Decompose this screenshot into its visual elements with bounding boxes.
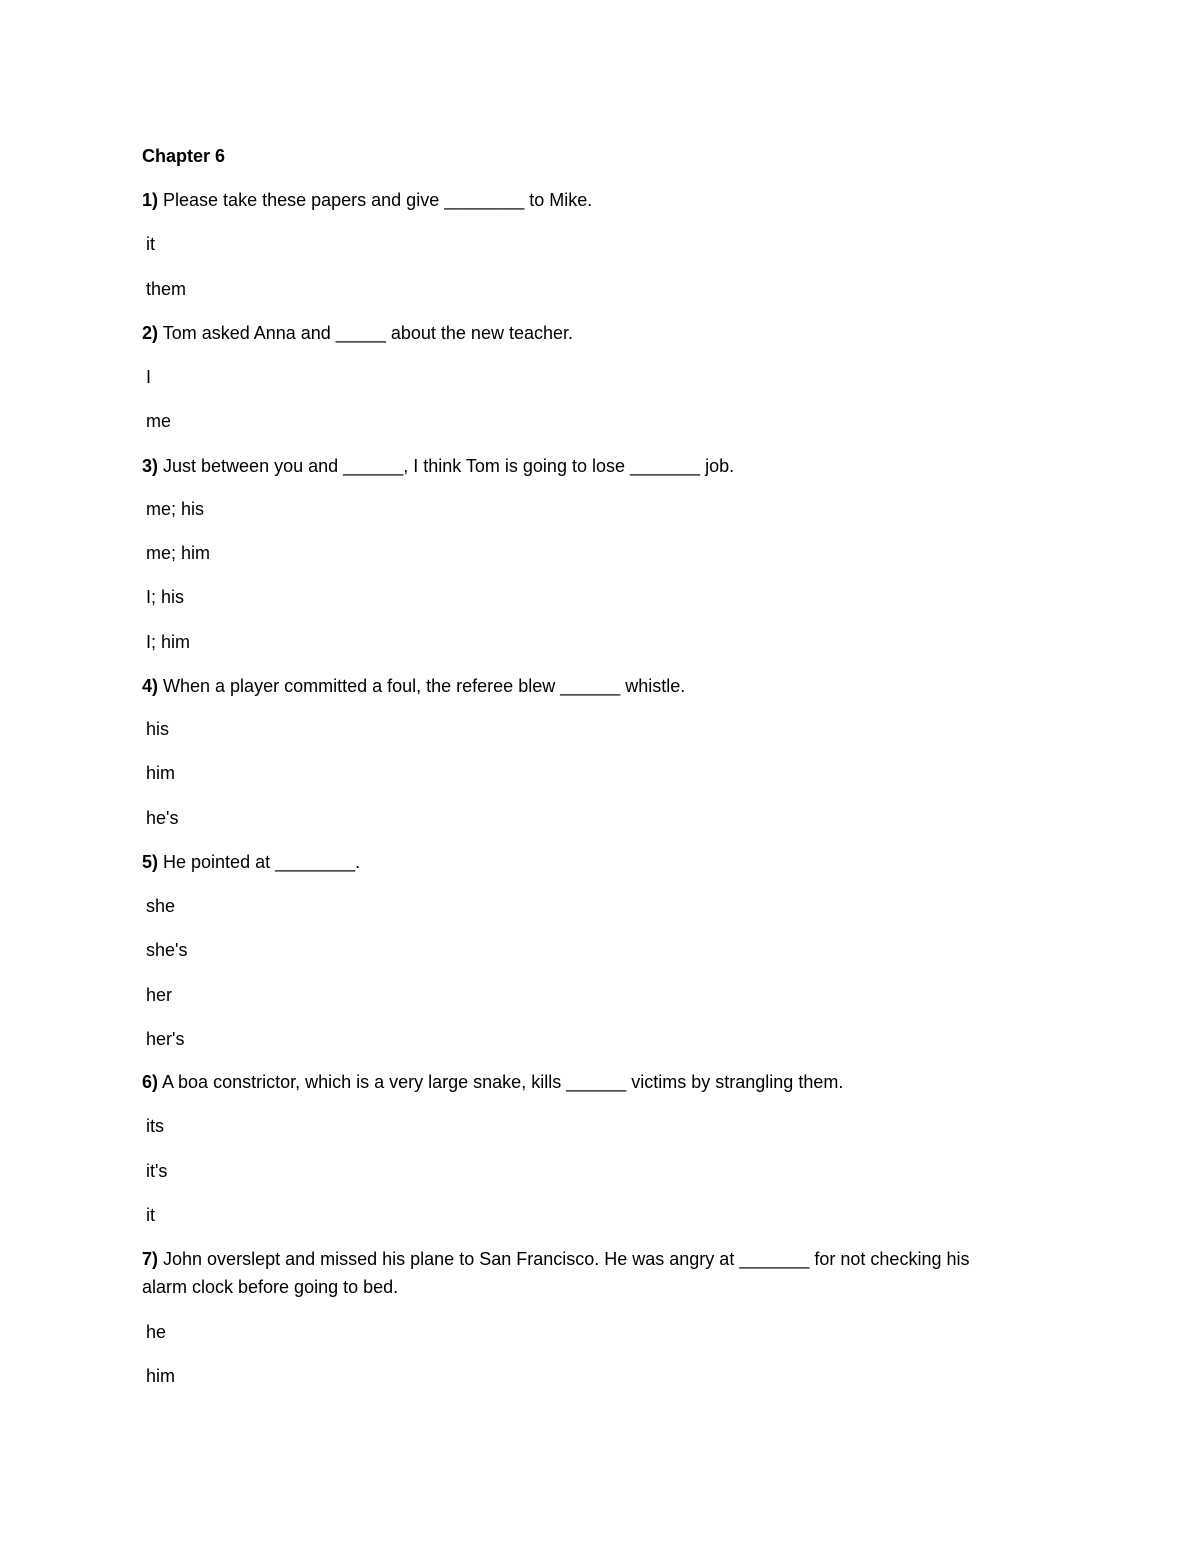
question-5	[142, 851, 360, 873]
answer-option: me; his	[146, 499, 205, 519]
question-4	[142, 675, 685, 697]
question-number: 6)	[142, 1072, 159, 1092]
answer-option: him	[146, 1366, 176, 1386]
page-title: Chapter 6	[142, 146, 226, 166]
question-number: 2)	[142, 323, 159, 343]
question-number: 5)	[142, 852, 159, 872]
answer-option: them	[146, 279, 187, 299]
answer-option: I; his	[146, 587, 185, 607]
question-text: He pointed at ________.	[158, 852, 361, 872]
answer-option: I; him	[146, 632, 191, 652]
question-text: John overslept and missed his plane to San Francisco. He was angry at _______ for not checking his	[158, 1249, 970, 1269]
answer-option: she	[146, 896, 176, 916]
question-number: 3)	[142, 456, 159, 476]
question-1	[142, 189, 592, 211]
answer-option: him	[146, 763, 176, 783]
answer-option: he	[146, 1322, 167, 1342]
question-7-continued: alarm clock before going to bed.	[142, 1277, 399, 1297]
answer-option: she's	[146, 940, 188, 960]
question-7	[142, 1248, 969, 1270]
answer-option: her's	[146, 1029, 185, 1049]
question-number: 1)	[142, 190, 159, 210]
question-number: 4)	[142, 676, 159, 696]
answer-option: his	[146, 719, 170, 739]
answer-option: it's	[146, 1161, 168, 1181]
question-text: Just between you and ______, I think Tom is going to lose _______ job.	[158, 456, 735, 476]
question-2	[142, 322, 573, 344]
question-text: When a player committed a foul, the referee blew ______ whistle.	[158, 676, 686, 696]
answer-option: it	[146, 1205, 155, 1225]
question-6	[142, 1071, 843, 1093]
answer-option: me; him	[146, 543, 211, 563]
answer-option: it	[146, 234, 155, 254]
answer-option: me	[146, 411, 172, 431]
answer-option: its	[146, 1116, 164, 1136]
question-text: Tom asked Anna and _____ about the new teacher.	[158, 323, 573, 343]
question-3	[142, 455, 734, 477]
answer-option: her	[146, 985, 173, 1005]
answer-option: he's	[146, 808, 179, 828]
question-number: 7)	[142, 1249, 159, 1269]
answer-option: I	[146, 367, 152, 387]
question-text: Please take these papers and give ________ to Mike.	[158, 190, 593, 210]
question-text: A boa constrictor, which is a very large snake, kills ______ victims by strangling them.	[158, 1072, 844, 1092]
